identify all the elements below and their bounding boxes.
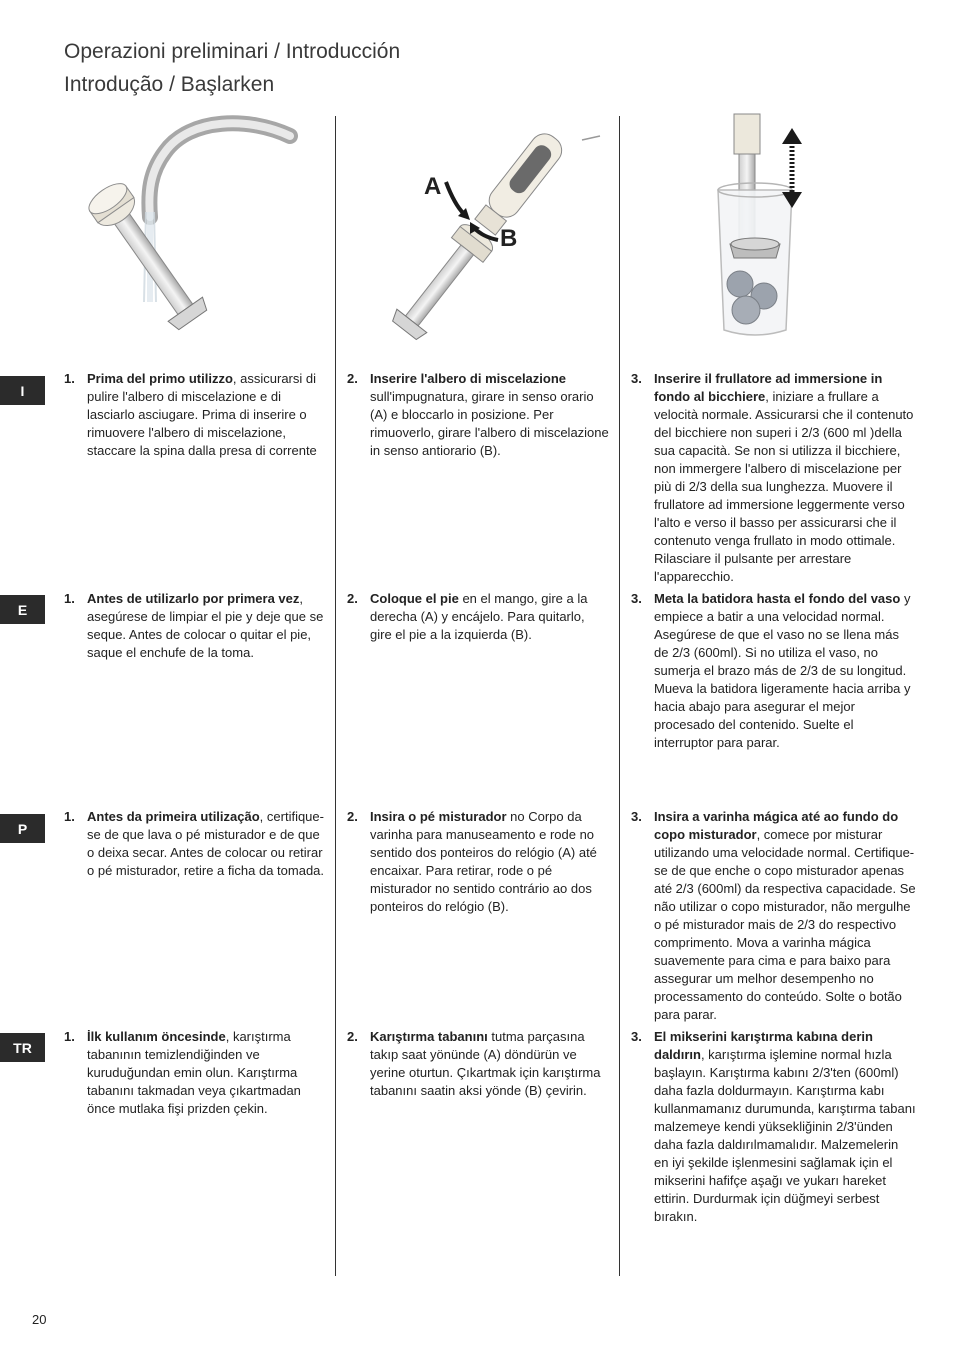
- step-es-1: 1. Antes de utilizarlo por primera vez, asegúrese de limpiar el pie y deje que se seque. Antes de colocar o quitar el pie, saque el enchufe de la toma.: [64, 591, 324, 660]
- lang-tab-es: E: [0, 595, 45, 624]
- page-title-line1: Operazioni preliminari / Introducción: [64, 40, 401, 63]
- step-pt-3: 3. Insira a varinha mágica até ao fundo do copo misturador, comece por misturar utilizando uma velocidade normal. Certifique-se de que enche o copo misturador apenas até 2/3 (600ml) da respectiva capacidade. Se não utilizar o copo misturador, não mergulhe o pé misturador mais de 2/3 do respectivo comprimento. Mova a varinha mágica suavemente para cima e para baixo para assegurar um melhor desempenho no processamento do conteúdo. Solte o botão para parar.: [631, 809, 916, 1022]
- step-es-3: 3. Meta la batidora hasta el fondo del vaso y empiece a batir a una velocidad normal. Asegúrese de que el vaso no se llena más de 2/3 (600ml). Si no utiliza el vaso, no sumerja el brazo más de 2/3 de su longitud. Mueva la batidora ligeramente hacia arriba y hacia abajo para asegurar el mejor procesado del contenido. Suelte el interruptor para parar.: [631, 591, 911, 750]
- step-tr-2: 2. Karıştırma tabanını tutma parçasına takıp saat yönünde (A) döndürün ve yerine oturtun. Çıkartmak için karıştırma tabanını saatin aksi yönde (B) çevirin.: [347, 1029, 601, 1098]
- column-divider-2: [619, 116, 620, 1276]
- lang-tab-it: I: [0, 376, 45, 405]
- insert-shaft-illustration: [360, 112, 610, 347]
- step-es-2: 2. Coloque el pie en el mango, gire a la derecha (A) y encájelo. Para quitarlo, gire el pie a la izquierda (B).: [347, 591, 588, 642]
- column-divider-1: [335, 116, 336, 1276]
- step-it-3: 3. Inserire il frullatore ad immersione in fondo al bicchiere, iniziare a frullare a velocità normale. Assicurarsi che il contenuto del bicchiere non superi i 2/3 (600 ml )della sua capacità. Se non si utilizza il bicchiere, non immergere l'albero di miscelazione per più di 2/3 della sua lunghezza. Muovere il frullatore ad immersione leggermente verso l'alto e verso il basso per assicurarsi che il contenuto venga frullato in modo ottimale. Rilasciare il pulsante per arrestare l'apparecchio.: [631, 371, 914, 584]
- lang-tab-tr: TR: [0, 1033, 45, 1062]
- blend-in-beaker-illustration: [700, 112, 820, 344]
- page-number: 20: [32, 1312, 47, 1327]
- step-pt-1: 1. Antes da primeira utilização, certifique-se de que lava o pé misturador e de que o deixa secar. Antes de colocar ou retirar o pé misturador, retire a ficha da tomada.: [64, 809, 325, 878]
- arrow-up-icon: [782, 128, 802, 144]
- step-tr-3: 3. El mikserini karıştırma kabına derin daldırın, karıştırma işlemine normal hızla başlayın. Karıştırma kabını 2/3'ten (600ml) daha fazla doldurmayın. Karıştırma kabı kullanmamanız durumunda, karıştırma tabanı malzemeye kendi yüksekliğinin 2/3'ünden daha fazla daldırılmamalıdır. Malzemelerin en iyi şekilde işlenmesini sağlamak için el mikserini hafifçe aşağı ve yukarı hareket ettirin. Durdurmak için düğmeyi serbest bırakın.: [631, 1029, 916, 1224]
- label-a: A: [424, 173, 442, 200]
- step-it-2: 2. Inserire l'albero di miscelazione sull'impugnatura, girare in senso orario (A) e bloccarlo in posizione. Per rimuoverlo, girare l'albero di miscelazione in senso antiorario (B).: [347, 371, 609, 458]
- wash-shaft-illustration: [70, 112, 310, 347]
- step-it-1: 1. Prima del primo utilizzo, assicurarsi di pulire l'albero di miscelazione e di lasciarlo asciugare. Prima di inserire o rimuovere l'albero di miscelazione, staccare la spina dalla presa di corrente: [64, 371, 317, 458]
- lang-tab-pt: P: [0, 814, 45, 843]
- step-tr-1: 1. İlk kullanım öncesinde, karıştırma tabanının temizlendiğinden ve kuruduğundan emin olun. Karıştırma tabanını takmadan veya çıkartmadan önce mutlaka fişi prizden çekin.: [64, 1029, 301, 1116]
- page-title-line2: Introdução / Başlarken: [64, 73, 275, 96]
- label-b: B: [500, 225, 518, 252]
- step-pt-2: 2. Insira o pé misturador no Corpo da varinha para manuseamento e rode no sentido dos ponteiros do relógio (A) até encaixar. Para retirar, rode o pé misturador no sentido contrário ao dos ponteiros do relógio (B).: [347, 809, 597, 914]
